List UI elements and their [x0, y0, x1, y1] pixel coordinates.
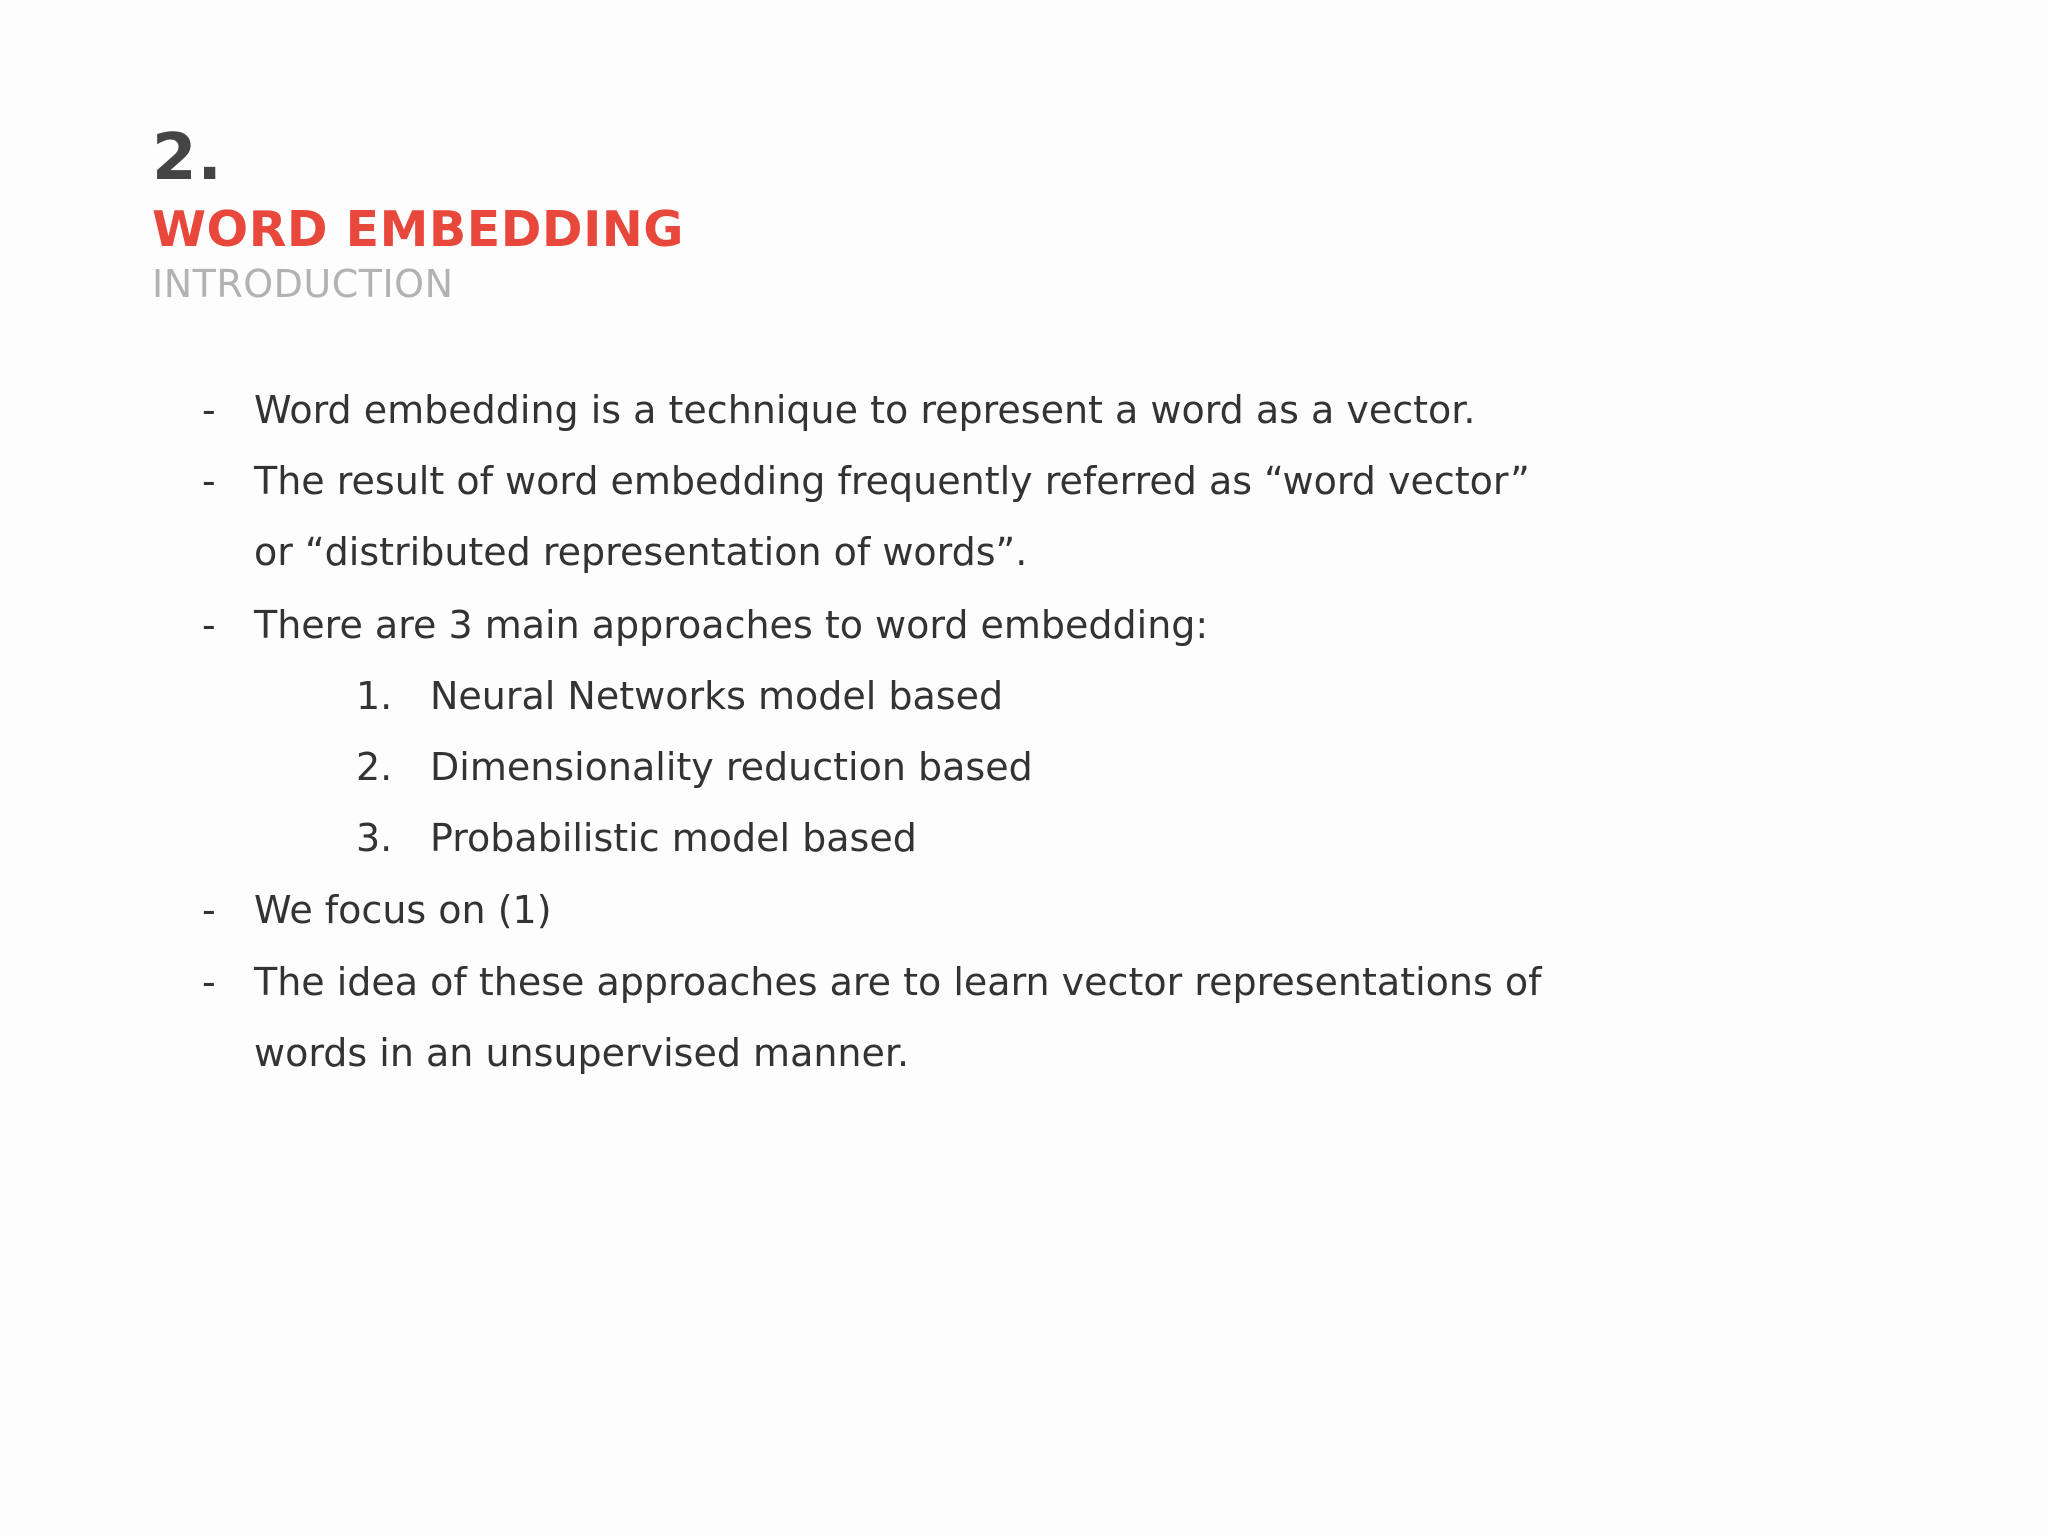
section-title: WORD EMBEDDING: [152, 201, 685, 258]
bullet-text: We focus on (1): [254, 888, 552, 932]
bullet-dash: -: [202, 388, 216, 432]
section-number: 2.: [152, 121, 223, 195]
approach-number: 3.: [356, 816, 393, 860]
approach-number: 1.: [356, 674, 393, 718]
bullet-text: or “distributed representation of words”.: [254, 530, 1028, 574]
approach-number: 2.: [356, 745, 393, 789]
approach-text: Dimensionality reduction based: [430, 745, 1033, 789]
approach-text: Neural Networks model based: [430, 674, 1004, 718]
bullet-dash: -: [202, 888, 216, 932]
section-subtitle: INTRODUCTION: [152, 262, 454, 306]
bullet-text: Word embedding is a technique to represent a word as a vector.: [254, 388, 1476, 432]
approach-text: Probabilistic model based: [430, 816, 917, 860]
bullet-dash: -: [202, 459, 216, 503]
bullet-text: words in an unsupervised manner.: [254, 1031, 910, 1075]
bullet-dash: -: [202, 960, 216, 1004]
bullet-text: There are 3 main approaches to word embedding:: [254, 603, 1209, 647]
bullet-text: The result of word embedding frequently referred as “word vector”: [254, 459, 1530, 503]
bullet-dash: -: [202, 603, 216, 647]
bullet-text: The idea of these approaches are to learn vector representations of: [254, 960, 1542, 1004]
